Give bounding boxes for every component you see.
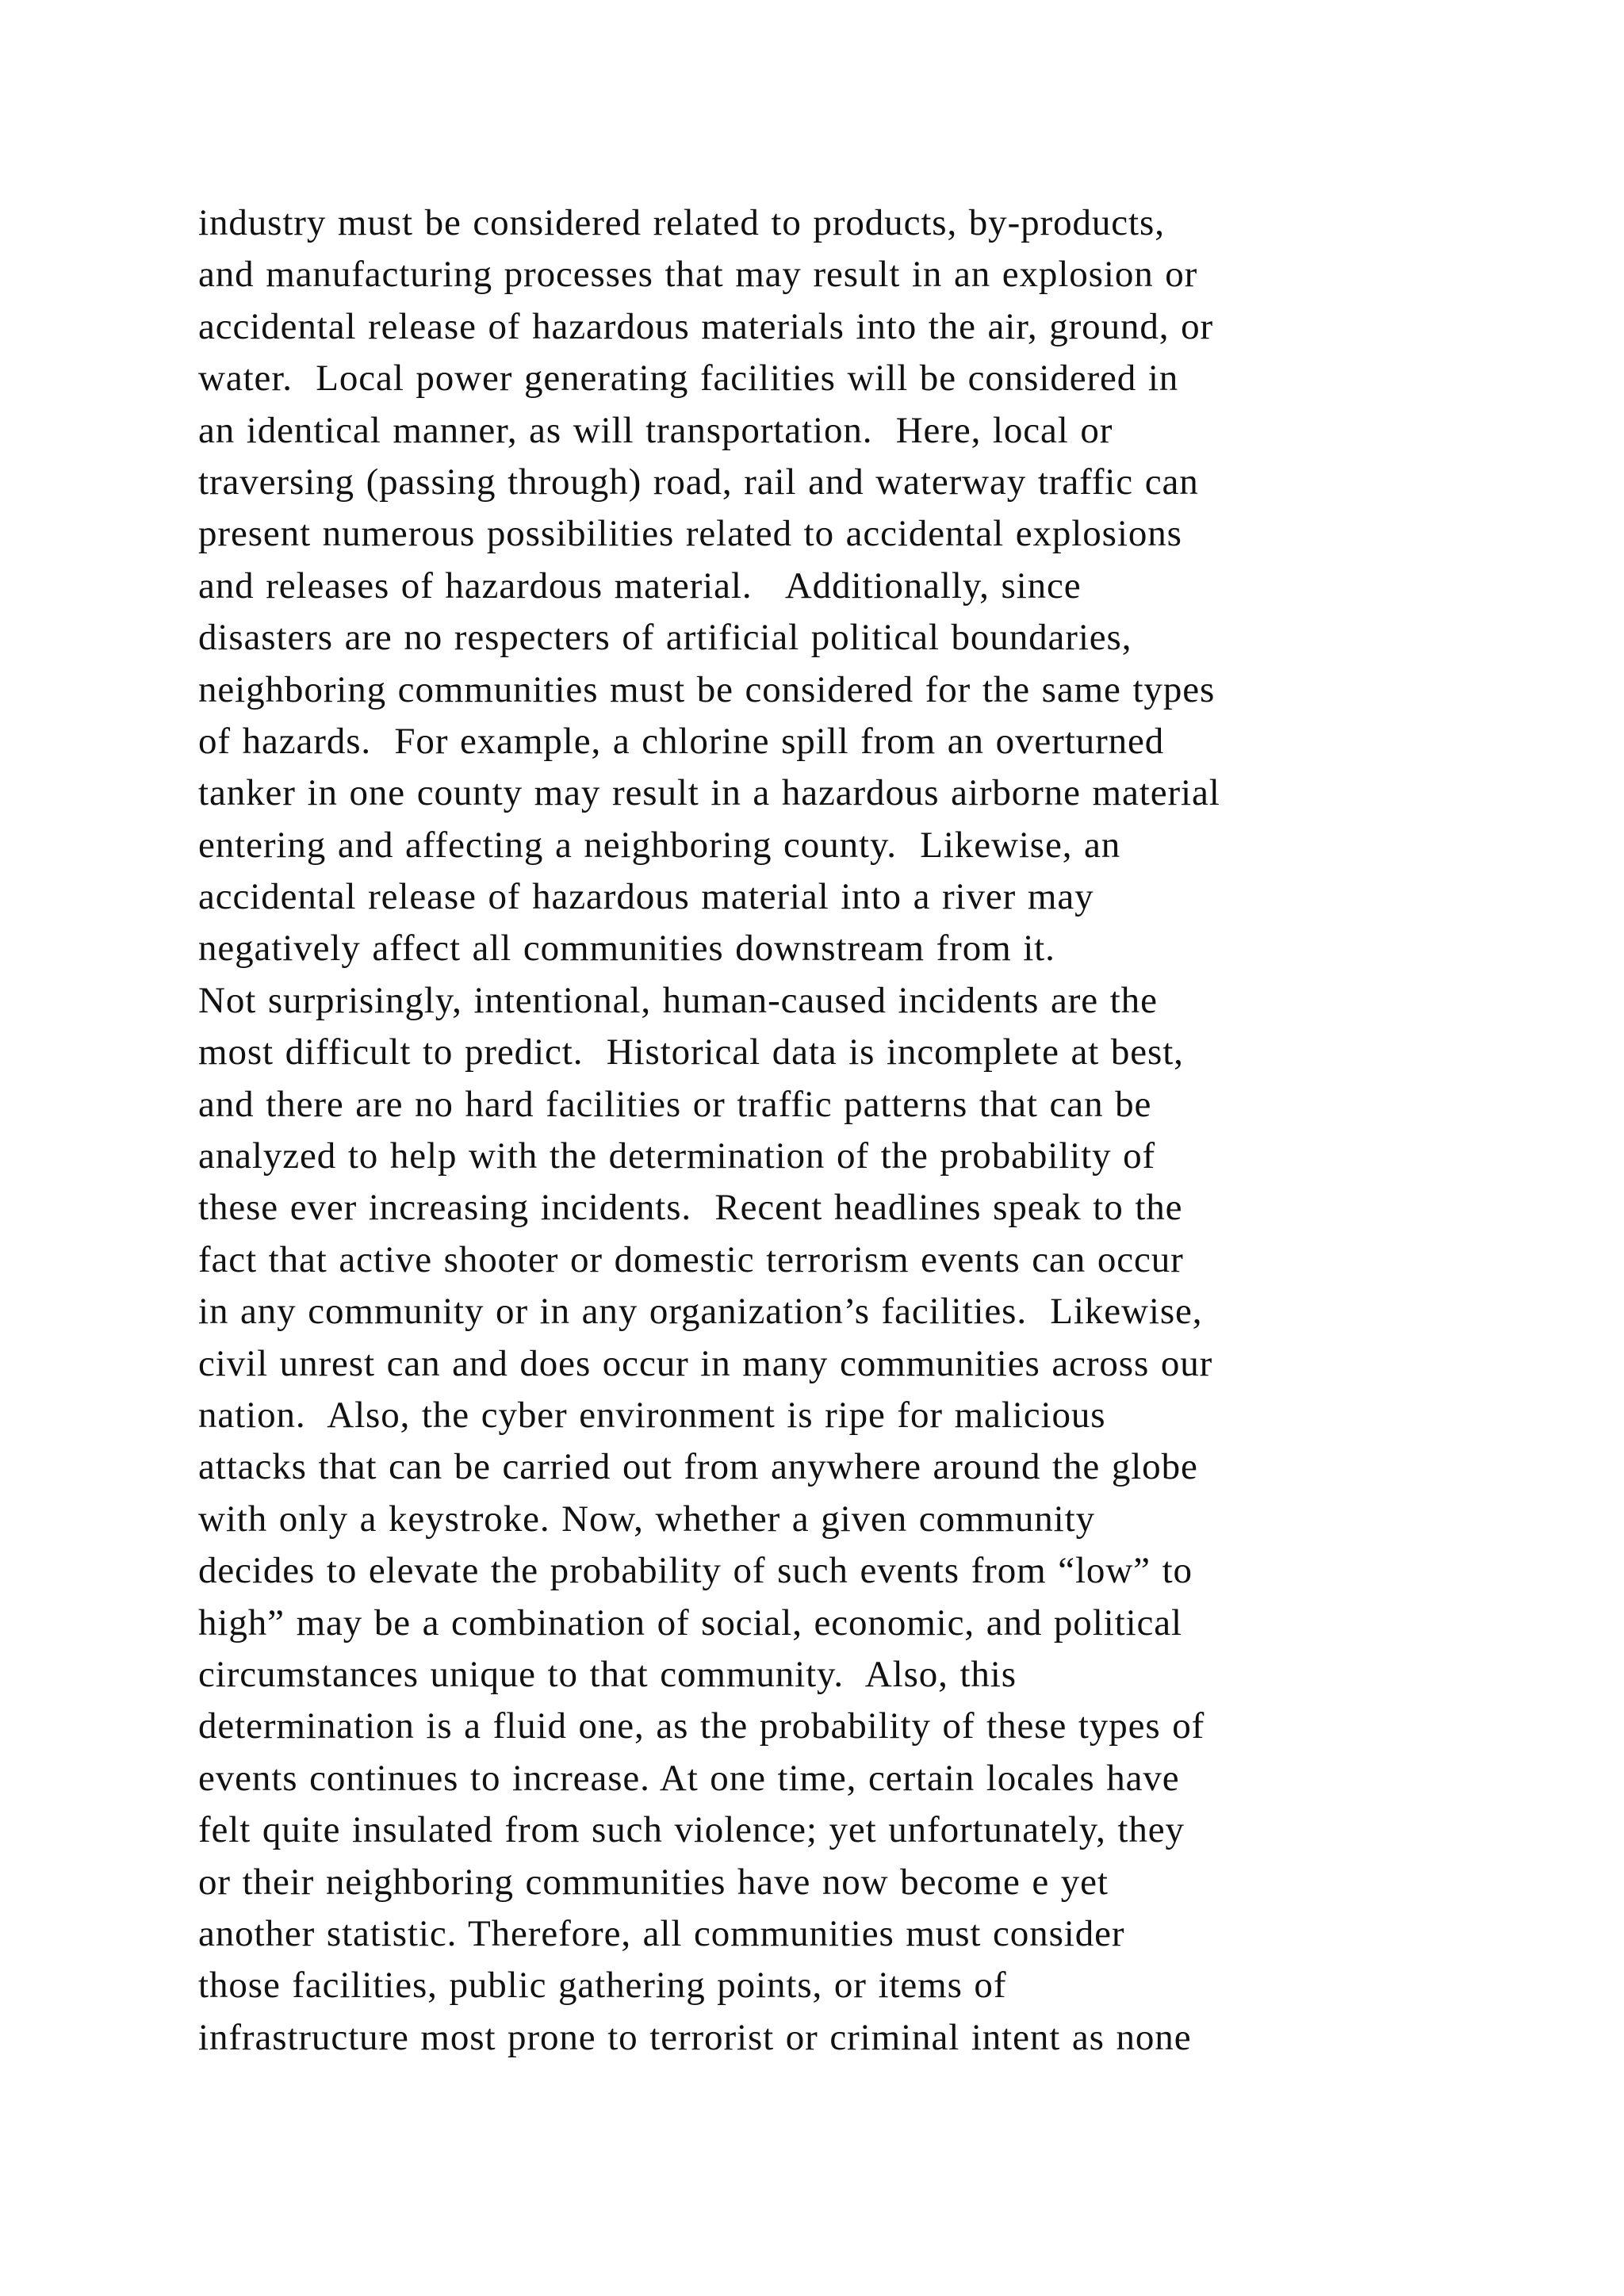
text-line: negatively affect all communities downstream from it. (198, 928, 1055, 970)
text-line: decides to elevate the probability of such events from “low” to (198, 1550, 1193, 1592)
text-line: circumstances unique to that community. Also, this (198, 1653, 1017, 1695)
text-line: accidental release of hazardous materials into the air, ground, or (198, 305, 1214, 347)
text-line: neighboring communities must be considered for the same types (198, 668, 1216, 710)
text-line: disasters are no respecters of artificial political boundaries, (198, 617, 1132, 659)
text-line: and manufacturing processes that may result in an explosion or (198, 254, 1198, 296)
text-line: civil unrest can and does occur in many communities across our (198, 1342, 1213, 1384)
text-line: in any community or in any organization’s facilities. Likewise, (198, 1291, 1203, 1333)
text-line: and there are no hard facilities or traffic patterns that can be (198, 1083, 1152, 1125)
text-line: or their neighboring communities have now become e yet (198, 1861, 1109, 1903)
text-line: fact that active shooter or domestic terrorism events can occur (198, 1238, 1184, 1280)
text-line: industry must be considered related to products, by-products, (198, 202, 1165, 243)
text-line: events continues to increase. At one time, certain locales have (198, 1757, 1180, 1799)
text-line: tanker in one county may result in a hazardous airborne material (198, 772, 1220, 814)
text-line: accidental release of hazardous material into a river may (198, 876, 1094, 918)
text-line: Not surprisingly, intentional, human-caused incidents are the (198, 979, 1158, 1021)
text-line: felt quite insulated from such violence; yet unfortunately, they (198, 1809, 1185, 1851)
text-line: entering and affecting a neighboring county. Likewise, an (198, 824, 1121, 866)
text-line: an identical manner, as will transportation. Here, local or (198, 409, 1113, 451)
text-line: determination is a fluid one, as the probability of these types of (198, 1705, 1205, 1747)
text-line: water. Local power generating facilities will be considered in (198, 358, 1179, 400)
text-line: attacks that can be carried out from anywhere around the globe (198, 1446, 1198, 1488)
text-line: analyzed to help with the determination of the probability of (198, 1135, 1156, 1177)
text-line: another statistic. Therefore, all communities must consider (198, 1912, 1125, 1954)
text-line: with only a keystroke. Now, whether a given community (198, 1498, 1095, 1540)
text-line: present numerous possibilities related to accidental explosions (198, 513, 1182, 555)
text-line: traversing (passing through) road, rail and waterway traffic can (198, 461, 1199, 503)
text-line: of hazards. For example, a chlorine spill from an overturned (198, 720, 1165, 762)
text-line: nation. Also, the cyber environment is ripe for malicious (198, 1394, 1106, 1436)
text-line: those facilities, public gathering points, or items of (198, 1965, 1007, 2007)
text-line: infrastructure most prone to terrorist or criminal intent as none (198, 2016, 1192, 2058)
body-text (198, 197, 1507, 2064)
text-line: these ever increasing incidents. Recent headlines speak to the (198, 1187, 1183, 1229)
text-line: high” may be a combination of social, economic, and political (198, 1601, 1183, 1644)
text-line: and releases of hazardous material. Additionally, since (198, 564, 1082, 607)
text-line: most difficult to predict. Historical data is incomplete at best, (198, 1031, 1184, 1073)
